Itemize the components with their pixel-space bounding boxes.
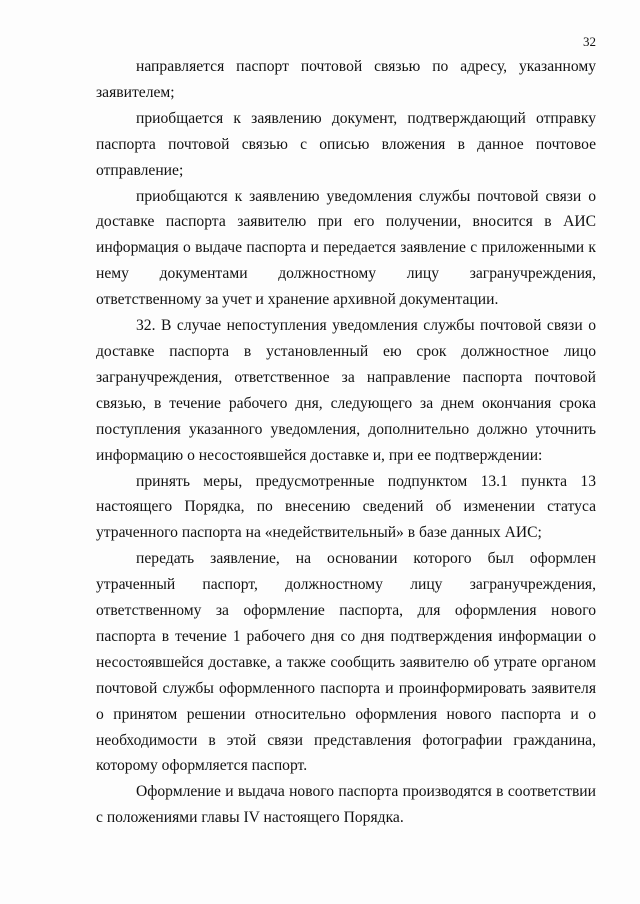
document-body — [96, 54, 596, 831]
page-number: 32 — [583, 34, 596, 49]
paragraph: приобщаются к заявлению уведомления службы почтовой связи о доставке паспорта заявителю при его получении, вносится в АИС информация о выдаче паспорта и передается заявление с приложенными к нему документами должностному лицу загранучреждения, ответственному за учет и хранение архивной документации. — [96, 187, 596, 309]
paragraph: передать заявление, на основании которого был оформлен утраченный паспорт, должностному лицу загранучреждения, ответственному за оформление паспорта, для оформления нового паспорта в течение 1 рабочего дня со дня подтверждения информации о несостоявшейся доставке, а также сообщить заявителю об утрате органом почтовой службы оформленного паспорта и проинформировать заявителя о принятом решении относительно оформления нового паспорта и о необходимости в этой связи представления фотографии гражданина, которому оформляется паспорт. — [96, 550, 596, 775]
paragraph: принять меры, предусмотренные подпунктом 13.1 пункта 13 настоящего Порядка, по внесению сведений об изменении статуса утраченного паспорта на «недействительный» в базе данных АИС; — [96, 472, 596, 542]
paragraph: Оформление и выдача нового паспорта производятся в соответствии с положениями главы IV настоящего Порядка. — [96, 783, 596, 827]
paragraph: приобщается к заявлению документ, подтверждающий отправку паспорта почтовой связью с описью вложения в данное почтовое отправление; — [96, 109, 596, 179]
paragraph: 32. В случае непоступления уведомления службы почтовой связи о доставке паспорта в установленный ею срок должностное лицо загранучреждения, ответственное за направление паспорта почтовой связью, в течение рабочего дня, следующего за днем окончания срока поступления указанного уведомления, дополнительно должно уточнить информацию о несостоявшейся доставке и, при ее подтверждении: — [96, 317, 596, 464]
paragraph: направляется паспорт почтовой связью по адресу, указанному заявителем; — [96, 58, 596, 101]
